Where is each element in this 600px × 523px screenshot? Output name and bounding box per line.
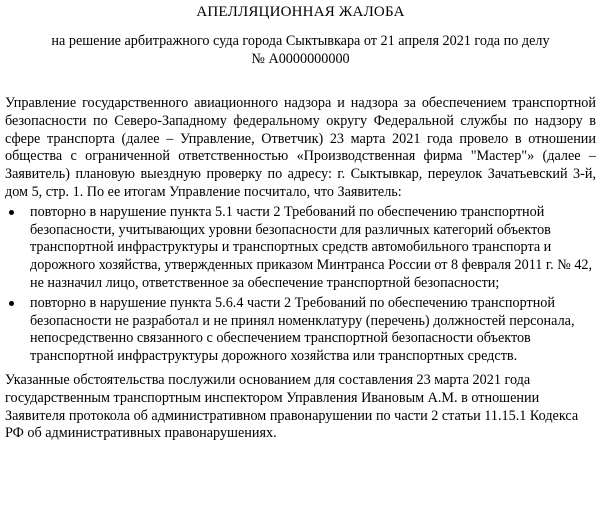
bullet-icon: [7, 295, 15, 313]
document-subtitle: [5, 33, 596, 68]
document-title: АПЕЛЛЯЦИОННАЯ ЖАЛОБА: [196, 4, 405, 20]
intro-paragraph: Управление государственного авиационного надзора и надзора за обеспечением транспортной безопасности по Северо-Западному федеральному округу Федеральной службы по надзору в сфере транспорта (далее – Управление, Ответчик) 23 марта 2021 года провело в отношении общества с ограниченной ответственностью «Производственная фирма "Мастер"» (далее – Заявитель) плановую выездную проверку по адресу: г. Сыктывкар, переулок Зачатьевский 3-й, дом 5, стр. 1. По ее итогам Управление посчитало, что Заявитель:: [5, 95, 596, 200]
closing-paragraph: Указанные обстоятельства послужили основанием для составления 23 марта 2021 года государственным транспортным инспектором Управления Ивановым А.М. в отношении Заявителя протокола об административном правонарушении по части 2 статьи 11.15.1 Кодекса РФ об административных правонарушениях.: [5, 371, 579, 442]
list-item: [5, 295, 596, 366]
list-item: [5, 204, 596, 293]
bullet-icon: [7, 204, 15, 222]
list-item-text: повторно в нарушение пункта 5.6.4 части 2 Требований по обеспечению транспортной безопасности не разработал и не принял номенклатуру (перечень) должностей персонала, непосредственно связанного с обеспечением транспортной безопасности объектов транспортной инфраструктуры дорожного хозяйства или транспортных средств.: [30, 294, 575, 365]
subtitle-line-2: № А0000000000: [251, 50, 350, 67]
violations-list: [5, 204, 596, 366]
subtitle-line-1: на решение арбитражного суда города Сыктывкара от 21 апреля 2021 года по делу: [51, 33, 550, 49]
list-item-text: повторно в нарушение пункта 5.1 части 2 Требований по обеспечению транспортной безопасности, учитывающих уровни безопасности для различных категорий объектов транспортной инфраструктуры и транспортных средств автомобильного транспорта и дорожного хозяйства, утвержденных приказом Минтранса России от 8 февраля 2011 г. № 42, не назначил лицо, ответственное за обеспечение транспортной безопасности;: [30, 203, 593, 291]
